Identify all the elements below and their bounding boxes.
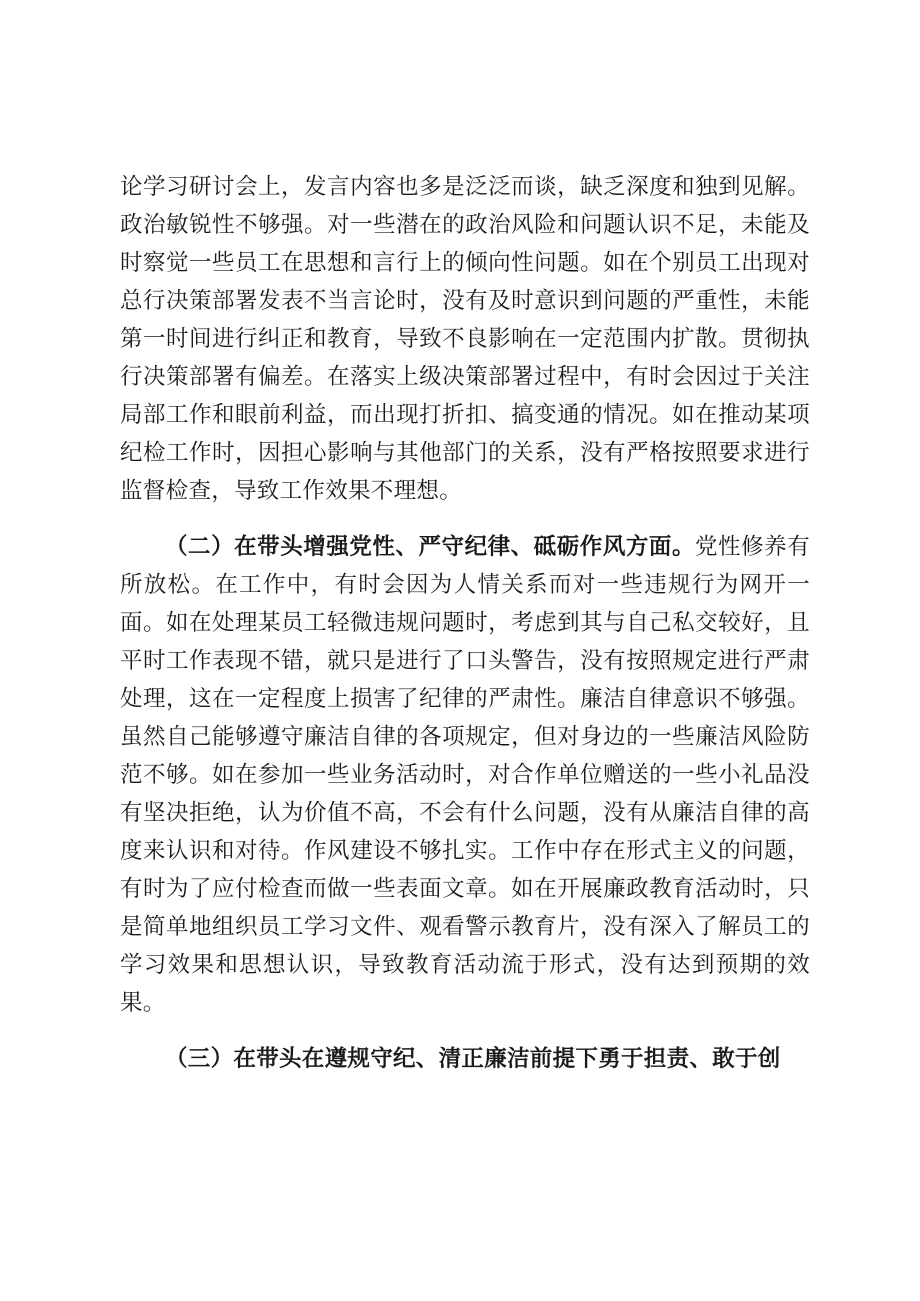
paragraph-continuation bbox=[120, 168, 810, 510]
section-two-text: 党性修养有所放松。在工作中，有时会因为人情关系而对一些违规行为网开一面。如在处理某员工轻微违规问题时，考虑到其与自己私交较好，且平时工作表现不错，就只是进行了口头警告，没有按照规定进行严肃处理，这在一定程度上损害了纪律的严肃性。廉洁自律意识不够强。虽然自己能够遵守廉洁自律的各项规定，但对身边的一些廉洁风险防范不够。如在参加一些业务活动时，对合作单位赠送的一些小礼品没有坚决拒绝，认为价值不高，不会有什么问题，没有从廉洁自律的高度来认识和对待。作风建设不够扎实。工作中存在形式主义的问题，有时为了应付检查而做一些表面文章。如在开展廉政教育活动时，只是简单地组织员工学习文件、观看警示教育片，没有深入了解员工的学习效果和思想认识，导致教育活动流于形式，没有达到预期的效果。 bbox=[120, 534, 810, 1016]
section-three-paragraph bbox=[120, 1040, 810, 1078]
document-body bbox=[120, 168, 810, 1078]
section-three-heading: （三）在带头在遵规守纪、清正廉洁前提下勇于担责、敢于创 bbox=[165, 1046, 781, 1072]
paragraph-text: 论学习研讨会上，发言内容也多是泛泛而谈，缺乏深度和独到见解。政治敏锐性不够强。对一些潜在的政治风险和问题认识不足，未能及时察觉一些员工在思想和言行上的倾向性问题。如在个别员工出现对总行决策部署发表不当言论时，没有及时意识到问题的严重性，未能第一时间进行纠正和教育，导致不良影响在一定范围内扩散。贯彻执行决策部署有偏差。在落实上级决策部署过程中，有时会因过于关注局部工作和眼前利益，而出现打折扣、搞变通的情况。如在推动某项纪检工作时，因担心影响与其他部门的关系，没有严格按照要求进行监督检查，导致工作效果不理想。 bbox=[120, 174, 810, 504]
section-two-heading: （二）在带头增强党性、严守纪律、砥砺作风方面。 bbox=[165, 534, 696, 560]
section-two-paragraph bbox=[120, 528, 810, 1022]
